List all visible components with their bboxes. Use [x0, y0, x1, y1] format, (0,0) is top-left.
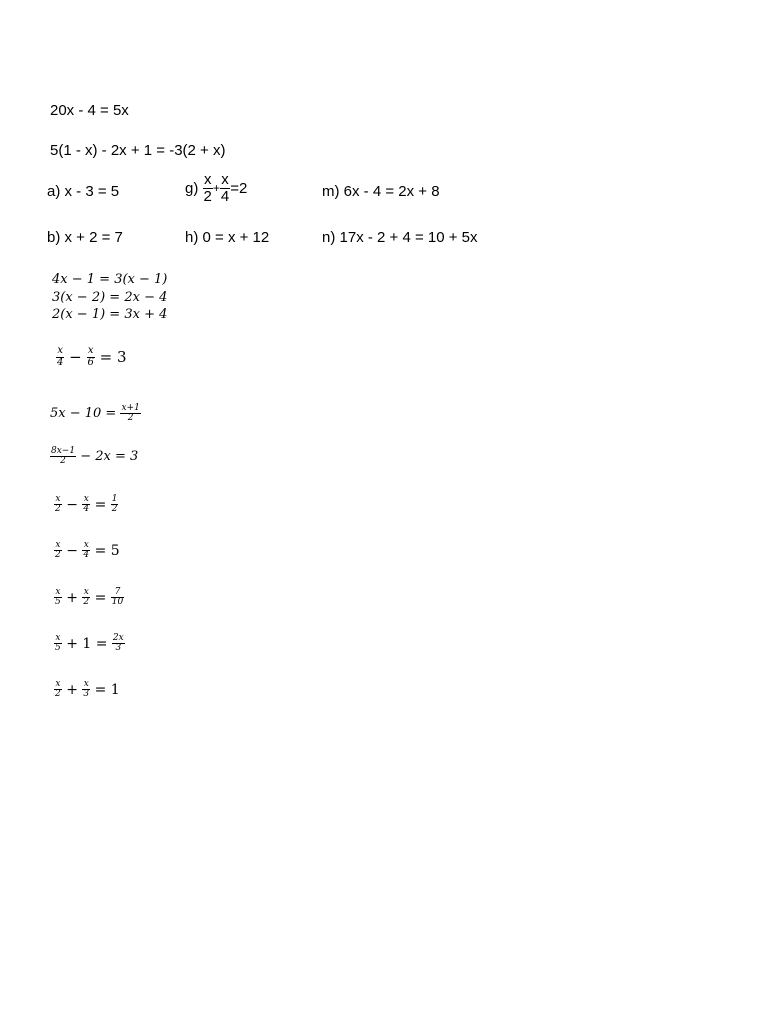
equation-fraction-7: $\frac{x}{5}$ + 1 = $\frac{2x}{3}$ [55, 633, 124, 654]
exercise-m: m) 6x - 4 = 2x + 8 [322, 183, 440, 200]
equation-fraction-2: 5x − 10 = $\frac{x+1}{2}$ [50, 403, 140, 424]
equation-line: 2(x − 1) = 3x + 4 [52, 307, 168, 322]
exercise-n: n) 17x - 2 + 4 = 10 + 5x [322, 229, 478, 246]
equation-fraction-4: $\frac{x}{2}$ − $\frac{x}{4}$ = $\frac{1}{2}$ [55, 494, 118, 515]
exercise-h: h) 0 = x + 12 [185, 229, 270, 246]
equation-5-1-x: 5(1 - x) - 2x + 1 = -3(2 + x) [50, 142, 226, 159]
equation-line: 4x − 1 = 3(x − 1) [52, 272, 168, 287]
exercise-g: g) $\frac{x}{2}$ + $\frac{x}{4}$ =2 [185, 171, 248, 205]
equation-fraction-5: $\frac{x}{2}$ − $\frac{x}{4}$ = 5 [55, 540, 120, 561]
exercise-a: a) x - 3 = 5 [47, 183, 120, 200]
equation-fraction-1: $\frac{x}{4}$ − $\frac{x}{6}$ = 3 [57, 345, 127, 368]
equation-block [52, 271, 167, 324]
equation-line: 3(x − 2) = 2x − 4 [52, 289, 168, 305]
equation-20x: 20x - 4 = 5x [50, 102, 129, 119]
equation-fraction-3: $\frac{8x-1}{2}$ − 2x = 3 [51, 446, 139, 467]
equation-fraction-8: $\frac{x}{2}$ + $\frac{x}{3}$ = 1 [55, 679, 120, 700]
equation-fraction-6: $\frac{x}{5}$ + $\frac{x}{2}$ = $\frac{7}{10}$ [55, 587, 124, 608]
exercise-b: b) x + 2 = 7 [47, 229, 123, 246]
